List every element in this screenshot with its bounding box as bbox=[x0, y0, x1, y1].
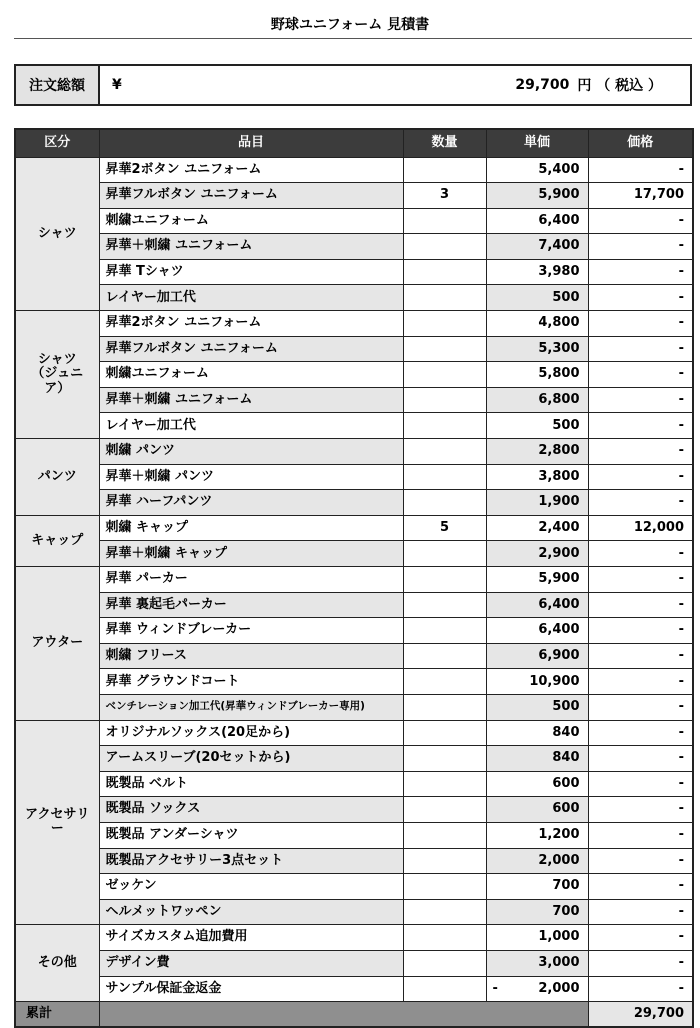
table-row bbox=[15, 643, 693, 669]
table-row bbox=[15, 720, 693, 746]
item-name: アームスリーブ(20セットから) bbox=[99, 746, 403, 772]
amount-cell: - bbox=[588, 490, 693, 516]
quantity-cell[interactable] bbox=[403, 208, 486, 234]
amount-cell: - bbox=[588, 720, 693, 746]
quantity-cell[interactable] bbox=[403, 771, 486, 797]
item-name: 既製品 ベルト bbox=[99, 771, 403, 797]
quantity-cell[interactable] bbox=[403, 234, 486, 260]
unit-price-cell: 500 bbox=[486, 413, 588, 439]
amount-cell: - bbox=[588, 311, 693, 337]
item-name: 昇華＋刺繍 パンツ bbox=[99, 464, 403, 490]
quantity-cell[interactable] bbox=[403, 950, 486, 976]
amount-cell: - bbox=[588, 848, 693, 874]
item-name: 昇華 裏起毛パーカー bbox=[99, 592, 403, 618]
unit-price-cell: 3,800 bbox=[486, 464, 588, 490]
unit-price-value: 2,000 bbox=[538, 980, 580, 996]
quantity-cell[interactable] bbox=[403, 464, 486, 490]
amount-cell: - bbox=[588, 234, 693, 260]
quantity-cell[interactable] bbox=[403, 259, 486, 285]
unit-price-cell: 6,400 bbox=[486, 618, 588, 644]
quantity-cell[interactable] bbox=[403, 899, 486, 925]
unit-price-cell: 700 bbox=[486, 899, 588, 925]
table-row bbox=[15, 413, 693, 439]
item-name: 昇華 Tシャツ bbox=[99, 259, 403, 285]
amount-cell: - bbox=[588, 771, 693, 797]
item-name: 昇華＋刺繍 キャップ bbox=[99, 541, 403, 567]
item-name: サイズカスタム追加費用 bbox=[99, 925, 403, 951]
amount-cell: - bbox=[588, 618, 693, 644]
quantity-cell[interactable] bbox=[403, 848, 486, 874]
quantity-cell[interactable] bbox=[403, 746, 486, 772]
unit-price-cell: 10,900 bbox=[486, 669, 588, 695]
amount-cell: - bbox=[588, 439, 693, 465]
item-name: 刺繍ユニフォーム bbox=[99, 208, 403, 234]
unit-price-cell: 600 bbox=[486, 797, 588, 823]
item-name: オリジナルソックス(20足から) bbox=[99, 720, 403, 746]
quantity-cell[interactable] bbox=[403, 720, 486, 746]
amount-cell: - bbox=[588, 413, 693, 439]
header-unit-price: 単価 bbox=[486, 129, 588, 157]
category-cell bbox=[15, 720, 99, 925]
order-total-unit: 円 （ 税込 ） bbox=[577, 78, 662, 94]
unit-price-cell: 5,800 bbox=[486, 362, 588, 388]
quantity-cell[interactable] bbox=[403, 362, 486, 388]
item-name: サンプル保証金返金 bbox=[99, 976, 403, 1002]
unit-price-cell: 2,400 bbox=[486, 515, 588, 541]
quantity-cell[interactable] bbox=[403, 797, 486, 823]
unit-price-cell bbox=[486, 976, 588, 1002]
unit-price-cell: 600 bbox=[486, 771, 588, 797]
quote-table bbox=[14, 128, 694, 1028]
header-category: 区分 bbox=[15, 129, 99, 157]
item-name: 昇華2ボタン ユニフォーム bbox=[99, 311, 403, 337]
unit-price-cell: 5,900 bbox=[486, 567, 588, 593]
amount-cell: - bbox=[588, 746, 693, 772]
quantity-cell[interactable] bbox=[403, 413, 486, 439]
table-row bbox=[15, 694, 693, 720]
table-row bbox=[15, 259, 693, 285]
amount-cell: - bbox=[588, 285, 693, 311]
header-quantity: 数量 bbox=[403, 129, 486, 157]
table-row bbox=[15, 618, 693, 644]
table-row bbox=[15, 567, 693, 593]
quantity-cell[interactable] bbox=[403, 592, 486, 618]
amount-cell: - bbox=[588, 643, 693, 669]
quantity-cell[interactable] bbox=[403, 694, 486, 720]
amount-cell: - bbox=[588, 208, 693, 234]
minus-sign: - bbox=[492, 980, 498, 996]
table-row bbox=[15, 874, 693, 900]
unit-price-cell: 2,900 bbox=[486, 541, 588, 567]
quantity-cell[interactable] bbox=[403, 618, 486, 644]
item-name: 昇華 パーカー bbox=[99, 567, 403, 593]
item-name: レイヤー加工代 bbox=[99, 413, 403, 439]
unit-price-cell: 500 bbox=[486, 285, 588, 311]
table-row bbox=[15, 848, 693, 874]
amount-cell: - bbox=[588, 976, 693, 1002]
amount-cell: - bbox=[588, 950, 693, 976]
table-row bbox=[15, 464, 693, 490]
item-name: ゼッケン bbox=[99, 874, 403, 900]
item-name: ベンチレーション加工代(昇華ウィンドブレーカー専用) bbox=[99, 694, 403, 720]
amount-cell: - bbox=[588, 157, 693, 183]
amount-cell: - bbox=[588, 464, 693, 490]
item-name: レイヤー加工代 bbox=[99, 285, 403, 311]
quantity-cell[interactable] bbox=[403, 874, 486, 900]
amount-cell: 17,700 bbox=[588, 183, 693, 209]
table-row bbox=[15, 234, 693, 260]
table-row bbox=[15, 362, 693, 388]
title-divider bbox=[14, 38, 692, 39]
item-name: 刺繍 パンツ bbox=[99, 439, 403, 465]
item-name: 昇華フルボタン ユニフォーム bbox=[99, 336, 403, 362]
amount-cell: - bbox=[588, 669, 693, 695]
category-cell bbox=[15, 439, 99, 516]
item-name: 昇華 グラウンドコート bbox=[99, 669, 403, 695]
item-name: 既製品アクセサリー3点セット bbox=[99, 848, 403, 874]
amount-cell: - bbox=[588, 874, 693, 900]
table-row bbox=[15, 771, 693, 797]
order-total-amount: 29,700 bbox=[515, 77, 570, 93]
item-name: 昇華 ウィンドブレーカー bbox=[99, 618, 403, 644]
item-name: 刺繍 フリース bbox=[99, 643, 403, 669]
quantity-cell[interactable] bbox=[403, 925, 486, 951]
unit-price-cell: 1,900 bbox=[486, 490, 588, 516]
table-row bbox=[15, 541, 693, 567]
quantity-cell[interactable] bbox=[403, 822, 486, 848]
table-row bbox=[15, 746, 693, 772]
item-name: 昇華フルボタン ユニフォーム bbox=[99, 183, 403, 209]
table-row bbox=[15, 592, 693, 618]
table-row bbox=[15, 669, 693, 695]
amount-cell: - bbox=[588, 925, 693, 951]
quantity-cell[interactable] bbox=[403, 541, 486, 567]
unit-price-cell: 2,000 bbox=[486, 848, 588, 874]
category-cell bbox=[15, 157, 99, 311]
table-row bbox=[15, 157, 693, 183]
unit-price-cell: 6,800 bbox=[486, 387, 588, 413]
sum-row bbox=[15, 1002, 693, 1028]
category-cell bbox=[15, 567, 99, 721]
item-name: 刺繍 キャップ bbox=[99, 515, 403, 541]
table-row bbox=[15, 925, 693, 951]
quantity-cell[interactable] bbox=[403, 490, 486, 516]
quantity-cell[interactable] bbox=[403, 157, 486, 183]
category-cell bbox=[15, 311, 99, 439]
item-name: 昇華 ハーフパンツ bbox=[99, 490, 403, 516]
amount-cell: - bbox=[588, 362, 693, 388]
unit-price-cell: 3,000 bbox=[486, 950, 588, 976]
table-header-row bbox=[15, 129, 693, 157]
item-name: 昇華2ボタン ユニフォーム bbox=[99, 157, 403, 183]
unit-price-cell: 6,400 bbox=[486, 208, 588, 234]
quantity-cell[interactable] bbox=[403, 669, 486, 695]
category-label: アクセサリー bbox=[24, 807, 90, 837]
unit-price-cell: 4,800 bbox=[486, 311, 588, 337]
table-row bbox=[15, 515, 693, 541]
amount-cell: - bbox=[588, 797, 693, 823]
unit-price-cell: 6,900 bbox=[486, 643, 588, 669]
table-row bbox=[15, 311, 693, 337]
amount-cell: - bbox=[588, 541, 693, 567]
unit-price-cell: 5,300 bbox=[486, 336, 588, 362]
quantity-cell[interactable] bbox=[403, 976, 486, 1002]
category-label: キャップ bbox=[31, 532, 84, 548]
amount-cell: - bbox=[588, 259, 693, 285]
quantity-cell[interactable] bbox=[403, 567, 486, 593]
quantity-cell[interactable] bbox=[403, 643, 486, 669]
unit-price-cell: 1,200 bbox=[486, 822, 588, 848]
table-row bbox=[15, 490, 693, 516]
table-row bbox=[15, 336, 693, 362]
amount-cell: - bbox=[588, 387, 693, 413]
quantity-cell[interactable]: 5 bbox=[403, 515, 486, 541]
item-name: ヘルメットワッペン bbox=[99, 899, 403, 925]
amount-cell: 12,000 bbox=[588, 515, 693, 541]
unit-price-cell: 840 bbox=[486, 746, 588, 772]
category-cell bbox=[15, 515, 99, 566]
table-row bbox=[15, 183, 693, 209]
header-amount: 価格 bbox=[588, 129, 693, 157]
quantity-cell[interactable] bbox=[403, 387, 486, 413]
table-row bbox=[15, 950, 693, 976]
quantity-cell[interactable]: 3 bbox=[403, 183, 486, 209]
unit-price-cell: 7,400 bbox=[486, 234, 588, 260]
table-row bbox=[15, 387, 693, 413]
amount-cell: - bbox=[588, 592, 693, 618]
table-row bbox=[15, 976, 693, 1002]
order-total-currency: ¥ bbox=[112, 77, 122, 93]
item-name: 既製品 アンダーシャツ bbox=[99, 822, 403, 848]
category-label: パンツ bbox=[37, 468, 77, 484]
table-row bbox=[15, 208, 693, 234]
category-label: シャツ bbox=[37, 225, 77, 241]
unit-price-cell: 1,000 bbox=[486, 925, 588, 951]
table-body bbox=[15, 157, 693, 1027]
quantity-cell[interactable] bbox=[403, 285, 486, 311]
unit-price-cell: 5,900 bbox=[486, 183, 588, 209]
header-item: 品目 bbox=[99, 129, 403, 157]
item-name: 既製品 ソックス bbox=[99, 797, 403, 823]
unit-price-cell: 840 bbox=[486, 720, 588, 746]
category-label: アウター bbox=[31, 635, 84, 651]
item-name: 刺繍ユニフォーム bbox=[99, 362, 403, 388]
sum-spacer bbox=[99, 1002, 588, 1028]
category-cell bbox=[15, 925, 99, 1002]
category-label: その他 bbox=[37, 955, 77, 971]
table-row bbox=[15, 899, 693, 925]
item-name: 昇華＋刺繍 ユニフォーム bbox=[99, 387, 403, 413]
page-title: 野球ユニフォーム 見積書 bbox=[270, 17, 430, 33]
unit-price-cell: 5,400 bbox=[486, 157, 588, 183]
category-label: シャツ （ジュニア） bbox=[31, 352, 84, 396]
sum-value: 29,700 bbox=[588, 1002, 693, 1028]
unit-price-cell: 500 bbox=[486, 694, 588, 720]
unit-price-cell: 6,400 bbox=[486, 592, 588, 618]
quantity-cell[interactable] bbox=[403, 439, 486, 465]
table-row bbox=[15, 797, 693, 823]
item-name: デザイン費 bbox=[99, 950, 403, 976]
order-total-box bbox=[14, 64, 692, 106]
table-row bbox=[15, 822, 693, 848]
order-total-label: 注文総額 bbox=[16, 66, 100, 104]
amount-cell: - bbox=[588, 822, 693, 848]
table-row bbox=[15, 439, 693, 465]
item-name: 昇華＋刺繍 ユニフォーム bbox=[99, 234, 403, 260]
quantity-cell[interactable] bbox=[403, 311, 486, 337]
sum-label: 累計 bbox=[15, 1002, 99, 1028]
amount-cell: - bbox=[588, 336, 693, 362]
unit-price-cell: 700 bbox=[486, 874, 588, 900]
table-row bbox=[15, 285, 693, 311]
quantity-cell[interactable] bbox=[403, 336, 486, 362]
unit-price-cell: 3,980 bbox=[486, 259, 588, 285]
amount-cell: - bbox=[588, 694, 693, 720]
unit-price-cell: 2,800 bbox=[486, 439, 588, 465]
amount-cell: - bbox=[588, 899, 693, 925]
amount-cell: - bbox=[588, 567, 693, 593]
